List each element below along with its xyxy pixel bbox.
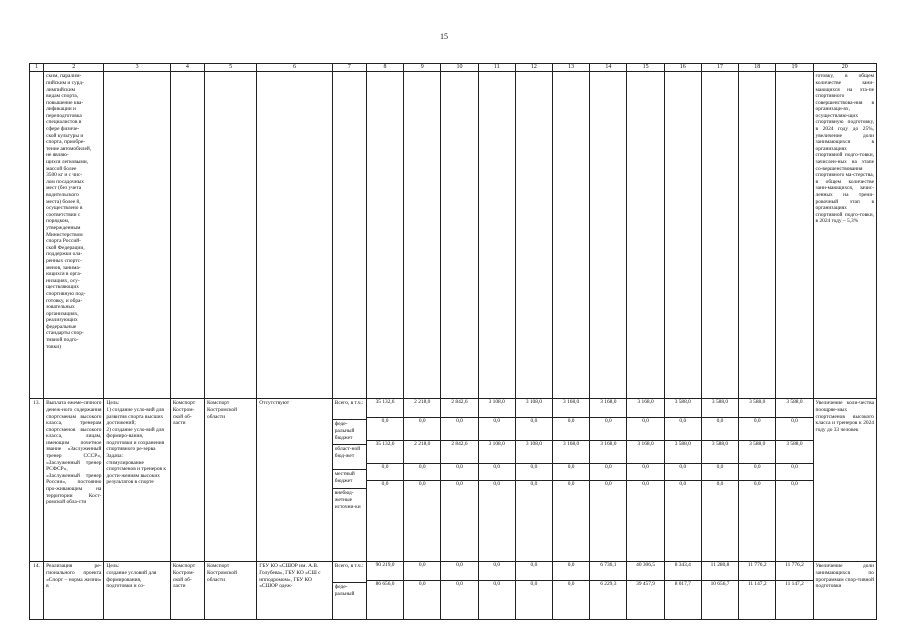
value-col: [404, 562, 441, 620]
value-cell: 39 457,9: [636, 581, 655, 588]
value-cell: 3 588,0: [776, 441, 812, 464]
value-cell: 3 168,0: [590, 441, 626, 464]
value-cell: 10 656,7: [710, 581, 730, 588]
continued-event-name: ским, паралим- пийским и сурд- лимпийским видам спорта, повышение ква- лификации и переподготовка специалистов в сфере физиче- ской культуры и спорта, приобре- тение автомобилей, не являю- щихся легковыми, массой более 3500 кг и с чис- лом посадочных мест (без учета водительского места) более 8, осуществлено в соответствии с порядком, утвержденным Министерством спорта Россий- ской Федерации, поддержки ола- ренных спортс- менов, занима- ющихся в орга- низациях, осу- ществляющих спортивную под- готовку, и обра- зовательных организациях, реализующих федеральные стандарты спор- тивной подго- товки): [44, 72, 104, 399]
col-header: 6: [257, 64, 332, 72]
continued-result: готовку, в общем количестве зани-мающихся на эта-пе спортивного совершенствова-ния в организаци-ях, осуществляю-щих спортивную подготовку, в 2024 году до 25%, увеличение доли занимающихся в организациях спортивной подго-товки, зачислен-ных на этапе со-вершенствования спортивного ма-стерства, в общем количестве зани-мающихся, зачис-ленных на трени-ровочный этап в организациях спортивной подго-товки, в 2024 году – 5,3%: [813, 72, 876, 399]
row-number: 14.: [30, 562, 44, 620]
col-header: 1: [30, 64, 44, 72]
value-cell: 0,0: [441, 562, 477, 581]
col-header: 4: [170, 64, 204, 72]
value-cell: 11 280,8: [702, 562, 738, 581]
event-name: Реализация ре-гионального проекта «Спорт – норма жизни» в: [44, 562, 104, 620]
value-col: [478, 399, 515, 562]
value-cell: 0,0: [776, 418, 812, 441]
value-cell: 0,0: [627, 464, 663, 481]
col-header: 5: [205, 64, 257, 72]
executor: Комспорт Костромской области: [205, 399, 257, 562]
value-cell: 3 588,0: [739, 399, 775, 418]
value-cell: 0,0: [516, 464, 552, 481]
value-cell: 8 017,7: [674, 581, 691, 588]
col-header: 19: [776, 64, 813, 72]
funding-sources: [332, 399, 366, 562]
value-cell: 0,0: [404, 418, 440, 441]
value-col: [553, 562, 590, 620]
value-cell: 0,0: [516, 562, 552, 581]
value-cell: 3 168,0: [627, 399, 663, 418]
value-cell: 0,0: [530, 581, 538, 588]
value-cell: 8 343,4: [665, 562, 701, 581]
value-cell: 0,0: [418, 581, 426, 588]
value-cell: 86 656,0: [375, 581, 395, 588]
col-header: 8: [366, 64, 403, 72]
value-cell: 0,0: [553, 562, 589, 581]
value-cell: 40 306,5: [627, 562, 663, 581]
value-cell: 0,0: [404, 464, 440, 481]
col-header: 20: [813, 64, 876, 72]
col-header: 15: [627, 64, 664, 72]
value-col: [515, 399, 552, 562]
value-cell: 3 588,0: [665, 399, 701, 418]
participant: ГБУ КО «СШОР им. А.В. Голубева», ГБУ КО «СШ с ипподромом», ГБУ КО «СШОР одеж-: [257, 562, 332, 620]
value-cell: 11 147,2: [747, 581, 767, 588]
value-col: [627, 562, 664, 620]
source-label: феде-ральный: [334, 584, 355, 597]
value-cell: 3 108,0: [516, 441, 552, 464]
value-col: [441, 562, 478, 620]
column-number-row: [30, 64, 877, 72]
value-cell: 2 218,0: [404, 399, 440, 418]
value-cell: 0,0: [530, 481, 538, 488]
value-cell: 3 588,0: [702, 441, 738, 464]
col-header: 7: [332, 64, 366, 72]
value-col: [441, 399, 478, 562]
value-cell: 0,0: [739, 418, 775, 441]
value-cell: 0,0: [791, 481, 798, 488]
budget-table: [29, 63, 877, 620]
value-cell: 0,0: [590, 418, 626, 441]
value-cell: 0,0: [367, 418, 403, 441]
source-label: феде-ральный бюджет: [333, 420, 366, 445]
value-cell: 35 132,6: [367, 399, 403, 418]
col-header: 3: [104, 64, 170, 72]
value-cell: 0,0: [679, 481, 687, 488]
value-cell: 0,0: [367, 464, 403, 481]
continuation-row: [30, 72, 877, 399]
value-col: [739, 562, 776, 620]
value-cell: 3 168,0: [590, 399, 626, 418]
col-header: 14: [590, 64, 627, 72]
value-cell: 0,0: [479, 418, 515, 441]
value-cell: 3 108,0: [516, 399, 552, 418]
value-cell: 0,0: [665, 464, 701, 481]
value-cell: 0,0: [418, 481, 426, 488]
value-cell: 6 736,1: [590, 562, 626, 581]
value-col: [404, 399, 441, 562]
value-cell: 0,0: [479, 464, 515, 481]
value-cell: 3 168,0: [627, 441, 663, 464]
value-cell: 11 776,2: [739, 562, 775, 581]
value-cell: 0,0: [381, 481, 389, 488]
col-header: 18: [739, 64, 776, 72]
value-cell: 3 108,0: [479, 441, 515, 464]
value-col: [590, 562, 627, 620]
customer: Комспорт Костром-ской об-ласти: [170, 562, 204, 620]
value-cell: 0,0: [739, 464, 775, 481]
table-row-14: [30, 562, 877, 620]
goals-tasks: Цель: создание условий для формирования, подготовки и со-: [104, 562, 170, 620]
value-cell: 90 219,0: [367, 562, 403, 581]
value-cell: 0,0: [567, 581, 575, 588]
funding-sources: [332, 562, 366, 620]
col-header: 10: [441, 64, 478, 72]
value-col: [366, 399, 403, 562]
value-col: [739, 399, 776, 562]
goals-tasks: Цель: 1) создание усло-вий для развития спорта высших достижений; 2) создание усло-вий для формиро-вания, подготовки и сохранения спортивного ре-зерва Задача: стимулирование спортсменов и тренеров к дости-жениям высоких результатов в спорте: [104, 399, 170, 562]
value-col: [701, 399, 738, 562]
value-cell: 0,0: [516, 418, 552, 441]
value-col: [776, 562, 813, 620]
value-cell: 0,0: [665, 418, 701, 441]
value-col: [478, 562, 515, 620]
col-header: 12: [515, 64, 552, 72]
source-label: местный бюджет: [333, 470, 366, 489]
value-cell: 0,0: [702, 464, 738, 481]
value-col: [553, 399, 590, 562]
value-cell: 3 168,0: [553, 441, 589, 464]
value-cell: 3 108,0: [479, 399, 515, 418]
value-col: [366, 562, 403, 620]
value-cell: 0,0: [456, 581, 463, 588]
executor: Комспорт Костромской области: [205, 562, 257, 620]
value-cell: 2 218,0: [404, 441, 440, 464]
value-cell: 0,0: [493, 581, 501, 588]
value-cell: 0,0: [702, 418, 738, 441]
value-cell: 0,0: [604, 481, 612, 488]
value-cell: 0,0: [776, 464, 812, 481]
source-label: Всего, в т.ч.:: [333, 562, 366, 583]
participant: Отсутствуют: [257, 399, 332, 562]
value-col: [776, 399, 813, 562]
value-cell: 0,0: [479, 562, 515, 581]
col-header: 11: [478, 64, 515, 72]
value-cell: 2 842,6: [441, 441, 477, 464]
value-cell: 3 588,0: [776, 399, 812, 418]
value-cell: 6 229,3: [600, 581, 617, 588]
value-cell: 2 842,6: [441, 399, 477, 418]
value-cell: 0,0: [404, 562, 440, 581]
value-cell: 0,0: [590, 464, 626, 481]
event-name: Выплата ежеме-сячного денеж-ного содержания спортсменам высокого класса, тренерам спортсменов высокого класса, лицам, имеющим почетное звание «Заслуженный тренер СССР», «Заслуженный тренер РСФСР», «Заслуженный тренер России», постоянно про-живающим на территории Кост-ромской обла-сти: [44, 399, 104, 562]
col-header: 16: [664, 64, 701, 72]
value-cell: 0,0: [456, 481, 463, 488]
value-cell: 0,0: [441, 418, 477, 441]
value-cell: 3 588,0: [702, 399, 738, 418]
value-cell: 0,0: [642, 481, 649, 488]
value-cell: 11 147,2: [785, 581, 804, 588]
value-col: [515, 562, 552, 620]
value-col: [664, 562, 701, 620]
value-cell: 0,0: [553, 464, 589, 481]
table-row-13: [30, 399, 877, 562]
value-cell: 0,0: [567, 481, 575, 488]
value-col: [701, 562, 738, 620]
value-cell: 0,0: [627, 418, 663, 441]
expected-result: Увеличение коли-чества поощряе-мых спортсменов высокого класса и тренеров к 2024 году до 33 человек: [813, 399, 876, 562]
expected-result: Увеличение доли занимающихся по программам спор-тивной подготовки: [813, 562, 876, 620]
value-cell: 3 588,0: [739, 441, 775, 464]
value-cell: 0,0: [553, 418, 589, 441]
value-cell: 3 588,0: [665, 441, 701, 464]
value-cell: 0,0: [716, 481, 724, 488]
source-label: Всего, в т.ч.:: [333, 399, 366, 420]
value-cell: 0,0: [753, 481, 761, 488]
page-number: 15: [440, 32, 448, 41]
customer: Комспорт Костром-ской об-ласти: [170, 399, 204, 562]
col-header: 13: [553, 64, 590, 72]
col-header: 9: [404, 64, 441, 72]
value-cell: 0,0: [493, 481, 501, 488]
col-header: 2: [44, 64, 104, 72]
value-cell: 3 168,0: [553, 399, 589, 418]
value-col: [664, 399, 701, 562]
value-cell: 11 776,2: [776, 562, 812, 581]
source-label: внебюд-жетные источни-ки: [334, 490, 361, 510]
value-col: [627, 399, 664, 562]
value-cell: 35 132,6: [367, 441, 403, 464]
col-header: 17: [701, 64, 738, 72]
source-label: област-ной бюд-жет: [333, 445, 366, 470]
value-cell: 0,0: [441, 464, 477, 481]
value-col: [590, 399, 627, 562]
row-number: 13.: [30, 399, 44, 562]
